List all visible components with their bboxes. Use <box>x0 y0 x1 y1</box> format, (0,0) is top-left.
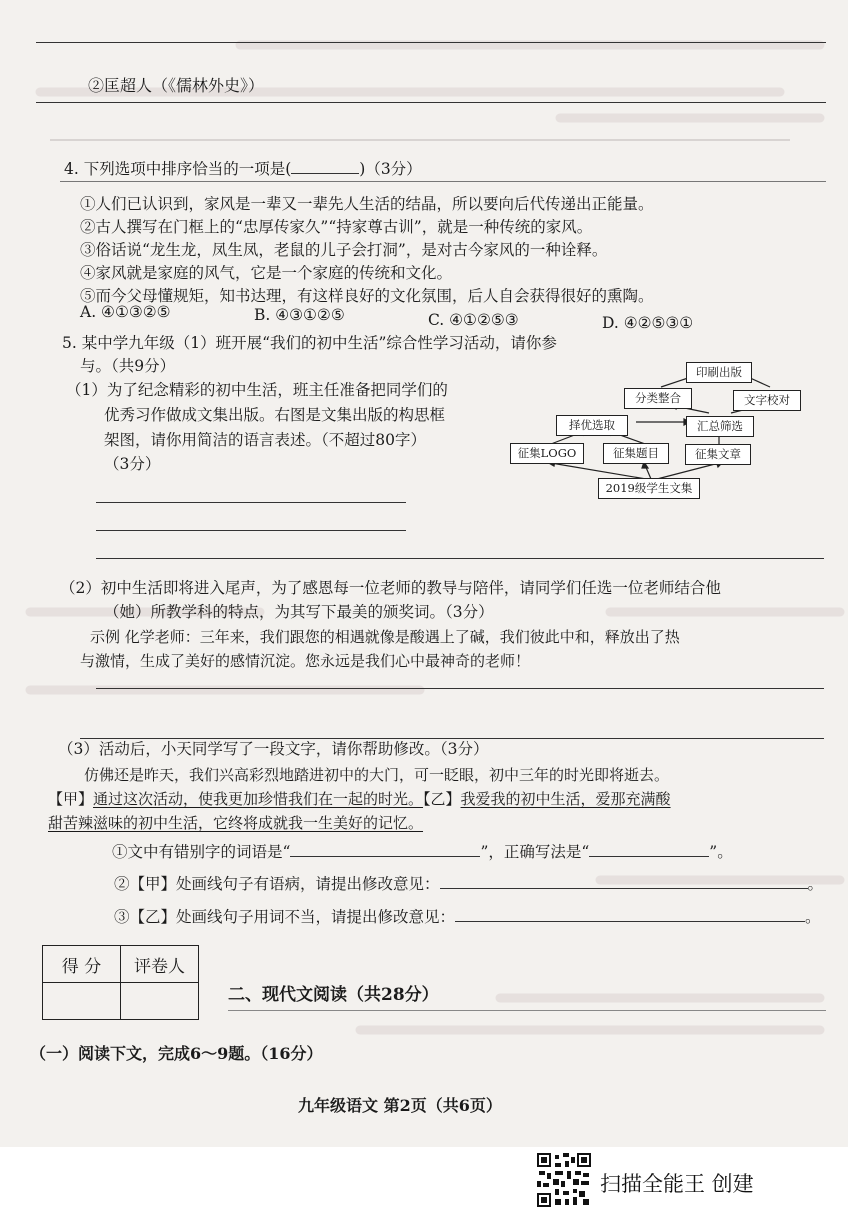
divider-line <box>228 1010 826 1011</box>
diagram-node-select: 择优选取 <box>556 415 628 436</box>
q5-part1-line4: （3分） <box>104 455 161 473</box>
answer-line[interactable] <box>36 102 826 103</box>
answer-line-2[interactable] <box>96 530 406 531</box>
q5-part3-q2: ②【甲】处画线句子有语病，请提出修改意见： 。 <box>114 875 824 893</box>
underlined-sentence-yi: 我爱我的初中生活，爱那充满酸 <box>460 790 671 808</box>
q5-part3-passage-1: 仿佛还是昨天，我们兴高彩烈地踏进初中的大门，可一眨眼，初中三年的时光即将逝去。 <box>84 766 670 784</box>
divider-line <box>60 181 826 182</box>
q4-option-d[interactable]: D. ④②⑤③① <box>602 314 694 332</box>
q5-part1-line2: 优秀习作做成文集出版。右图是文集出版的构思框 <box>104 406 446 424</box>
page-footer: 九年级语文 第2页（共6页） <box>298 1096 502 1115</box>
q5-part2-example-1: 示例 化学老师：三年来，我们跟您的相遇就像是酸遇上了碱，我们彼此中和，释放出了热 <box>90 628 680 646</box>
q5-stem-2: 与。（共9分） <box>80 357 176 375</box>
q4-option-a[interactable]: A. ④①③②⑤ <box>80 303 171 321</box>
answer-line-1[interactable] <box>96 502 406 503</box>
answer-line-3[interactable] <box>96 558 824 559</box>
diagram-node-proof: 文字校对 <box>733 390 801 411</box>
score-cell[interactable] <box>43 983 121 1020</box>
q5-part1-line1: （1）为了纪念精彩的初中生活，班主任准备把同学们的 <box>66 381 448 399</box>
reading-item-2: ②匡超人（《儒林外史》） <box>88 76 265 95</box>
q5-part3-q1: ①文中有错别字的词语是“ ”，正确写法是“ ”。 <box>112 843 733 861</box>
diagram-node-article: 征集文章 <box>685 444 751 465</box>
answer-line <box>36 42 826 43</box>
q5-part3-passage-3: 甜苦辣滋味的初中生活，它终将成就我一生美好的记忆。 <box>48 814 424 832</box>
answer-line-5[interactable] <box>80 738 824 739</box>
grader-label: 评卷人 <box>121 946 199 983</box>
diagram-node-title: 征集题目 <box>603 443 669 464</box>
bracket-jia: 【甲】 <box>48 790 94 808</box>
score-table <box>42 945 199 1020</box>
q4-sentence-2: ②古人撰写在门框上的“忠厚传家久”“持家尊古训”，就是一种传统的家风。 <box>80 218 593 236</box>
q5-part2-line1: （2）初中生活即将进入尾声，为了感恩每一位老师的教导与陪伴，请同学们任选一位老师结合他 <box>60 579 721 597</box>
diagram-node-root: 2019级学生文集 <box>598 478 700 499</box>
q5-part3-q3: ③【乙】处画线句子用词不当，请提出修改意见： 。 <box>114 908 821 926</box>
q5-part3-line1: （3）活动后，小天同学写了一段文字，请你帮助修改。（3分） <box>58 740 489 758</box>
q4-option-b[interactable]: B. ④③①②⑤ <box>254 306 345 324</box>
q5-part3-passage-2 <box>48 790 671 809</box>
qr-code-icon <box>537 1153 591 1207</box>
q4-stem: 4. 下列选项中排序恰当的一项是( )（3分） <box>64 160 422 178</box>
q4-option-c[interactable]: C. ④①②⑤③ <box>428 311 519 329</box>
q4-sentence-4: ④家风就是家庭的风气，它是一个家庭的传统和文化。 <box>80 264 453 282</box>
section-2-subtitle: （一）阅读下文，完成6～9题。（16分） <box>30 1044 323 1063</box>
diagram-node-logo: 征集LOGO <box>510 443 584 464</box>
q4-sentence-1: ①人们已认识到，家风是一辈又一辈先人生活的结晶，所以要向后代传递出正能量。 <box>80 195 654 213</box>
q5-part2-example-2: 与激情，生成了美好的感情沉淀。您永远是我们心中最神奇的老师！ <box>80 652 531 670</box>
bracket-yi: 【乙】 <box>423 790 461 808</box>
section-2-title: 二、现代文阅读（共28分） <box>228 985 439 1005</box>
diagram-node-summary: 汇总筛选 <box>686 416 754 437</box>
diagram-node-print: 印刷出版 <box>686 362 752 383</box>
q5-part2-line2: （她）所教学科的特点，为其写下最美的颁奖词。（3分） <box>104 603 494 621</box>
grader-cell[interactable] <box>121 983 199 1020</box>
underlined-sentence-jia: 通过这次活动，使我更加珍惜我们在一起的时光。 <box>93 790 424 808</box>
diagram-node-sort: 分类整合 <box>624 388 692 409</box>
q5-part1-line3: 架图，请你用简洁的语言表述。（不超过80字） <box>104 431 426 449</box>
score-label: 得 分 <box>43 946 121 983</box>
q4-sentence-3: ③俗话说“龙生龙，凤生凤，老鼠的儿子会打洞”，是对古今家风的一种诠释。 <box>80 241 608 259</box>
q5-stem-1: 5. 某中学九年级（1）班开展“我们的初中生活”综合性学习活动，请你参 <box>62 334 557 352</box>
scanner-watermark: 扫描全能王 创建 <box>600 1172 754 1196</box>
q4-sentence-5: ⑤而今父母懂规矩，知书达理，有这样良好的文化氛围，后人自会获得很好的熏陶。 <box>80 287 654 305</box>
answer-line-4[interactable] <box>96 688 824 689</box>
